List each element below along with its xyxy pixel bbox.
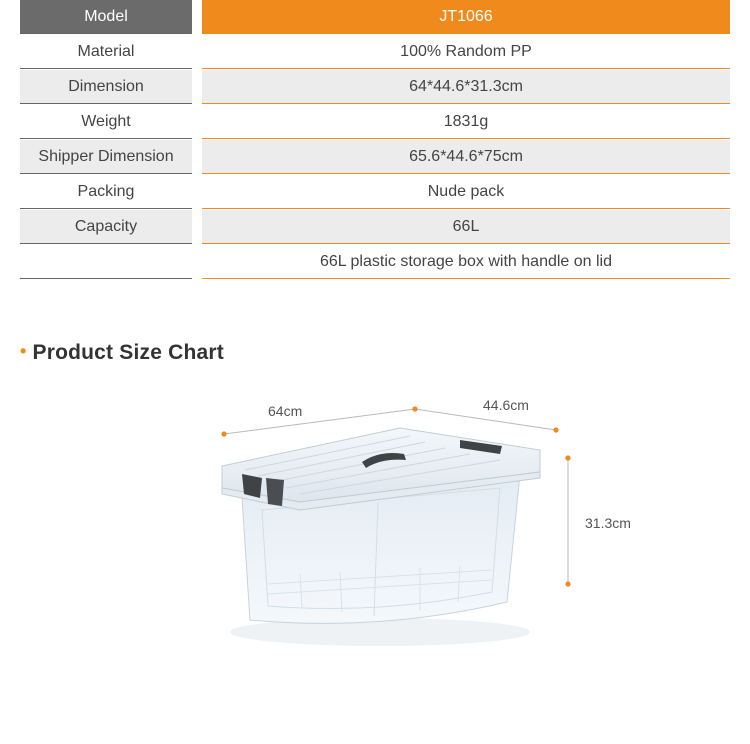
spec-value-dimension: 64*44.6*31.3cm — [202, 70, 730, 104]
spec-value-capacity: 66L — [202, 210, 730, 244]
width-label: 44.6cm — [483, 397, 529, 413]
size-chart — [0, 370, 750, 739]
spec-label-weight: Weight — [20, 105, 192, 139]
bullet-dot-icon: • — [20, 341, 27, 361]
spec-row-material — [20, 35, 730, 70]
spec-value-material: 100% Random PP — [202, 35, 730, 69]
spec-row-capacity — [20, 210, 730, 245]
spec-table — [20, 0, 730, 280]
spec-value-packing: Nude pack — [202, 175, 730, 209]
storage-box-image — [222, 428, 540, 646]
spec-label-dimension: Dimension — [20, 70, 192, 104]
spec-row-packing — [20, 175, 730, 210]
spec-row-description — [20, 245, 730, 280]
spec-row-weight — [20, 105, 730, 140]
spec-label-shipper-dimension: Shipper Dimension — [20, 140, 192, 174]
spec-value-shipper-dimension: 65.6*44.6*75cm — [202, 140, 730, 174]
size-chart-illustration — [0, 370, 750, 739]
spec-value-weight: 1831g — [202, 105, 730, 139]
size-chart-heading — [20, 341, 224, 365]
spec-label-packing: Packing — [20, 175, 192, 209]
spec-row-dimension — [20, 70, 730, 105]
spec-label-material: Material — [20, 35, 192, 69]
spec-row-shipper-dimension — [20, 140, 730, 175]
height-label: 31.3cm — [585, 515, 631, 531]
spec-row-model — [20, 0, 730, 35]
spec-value-model: JT1066 — [202, 0, 730, 34]
size-chart-title: Product Size Chart — [32, 341, 224, 364]
spec-label-description — [20, 245, 192, 279]
spec-label-capacity: Capacity — [20, 210, 192, 244]
length-label: 64cm — [268, 403, 303, 419]
spec-label-model: Model — [20, 0, 192, 34]
spec-value-description: 66L plastic storage box with handle on lid — [202, 245, 730, 279]
